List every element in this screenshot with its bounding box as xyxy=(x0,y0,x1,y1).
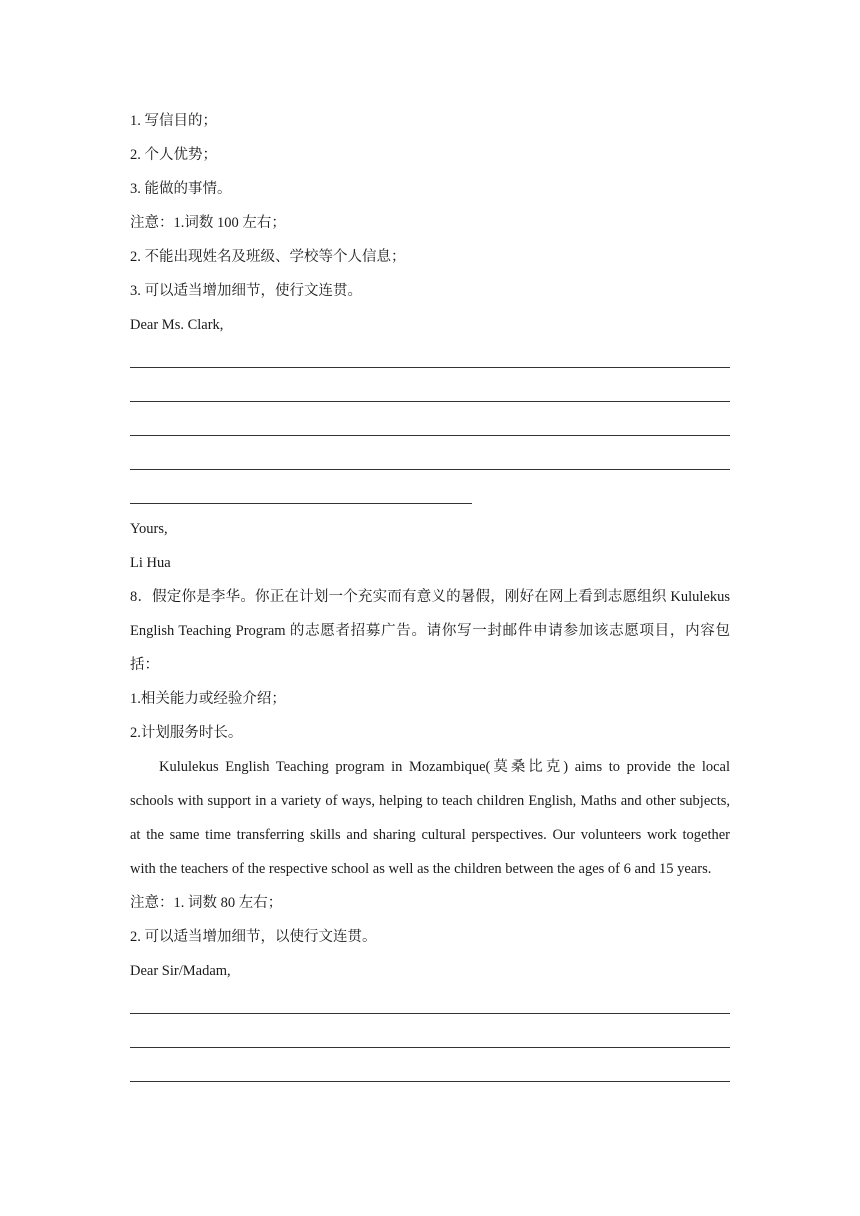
task8-answer-area xyxy=(130,988,730,1090)
answer-line xyxy=(130,342,730,376)
task7-signature: Li Hua xyxy=(130,555,171,571)
task7-note-3: 3. 可以适当增加细节，使行文连贯。 xyxy=(130,283,362,299)
answer-line xyxy=(130,1022,730,1056)
answer-line xyxy=(130,1056,730,1090)
task7-closing: Yours, xyxy=(130,521,168,537)
task8-note-2: 2. 可以适当增加细节，以使行文连贯。 xyxy=(130,929,377,945)
task8-item-2: 2.计划服务时长。 xyxy=(130,725,243,741)
task8-salutation: Dear Sir/Madam, xyxy=(130,963,231,979)
answer-line xyxy=(130,988,730,1022)
task8-note-1: 注意：1. 词数 80 左右； xyxy=(130,895,283,911)
document-page xyxy=(130,104,730,1090)
task7-item-1: 1. 写信目的； xyxy=(130,113,217,129)
task7-answer-area xyxy=(130,342,730,512)
task8-passage: Kululekus English Teaching program in Mozambique(莫桑比克) aims to provide the local schools with support in a variety of ways, helping to teach children English, Maths and other subjects, at the same time transferring skills and sharing cultural perspectives. Our volunteers work together with the teachers of the respective school as well as the children between the ages of 6 and 15 years. xyxy=(130,759,730,877)
task7-item-2: 2. 个人优势； xyxy=(130,147,217,163)
task8-item-1: 1.相关能力或经验介绍； xyxy=(130,691,286,707)
answer-line xyxy=(130,410,730,444)
task8-prompt: 8．假定你是李华。你正在计划一个充实而有意义的暑假，刚好在网上看到志愿组织 Kululekus English Teaching Program 的志愿者招募广告。请你写一封邮件申请参加该志愿项目，内容包括： xyxy=(130,589,730,673)
answer-line-short xyxy=(130,478,730,512)
task7-item-3: 3. 能做的事情。 xyxy=(130,181,232,197)
task7-note-1: 注意：1.词数 100 左右； xyxy=(130,215,286,231)
answer-line xyxy=(130,376,730,410)
task7-note-2: 2. 不能出现姓名及班级、学校等个人信息； xyxy=(130,249,406,265)
task7-salutation: Dear Ms. Clark, xyxy=(130,317,224,333)
answer-line xyxy=(130,444,730,478)
